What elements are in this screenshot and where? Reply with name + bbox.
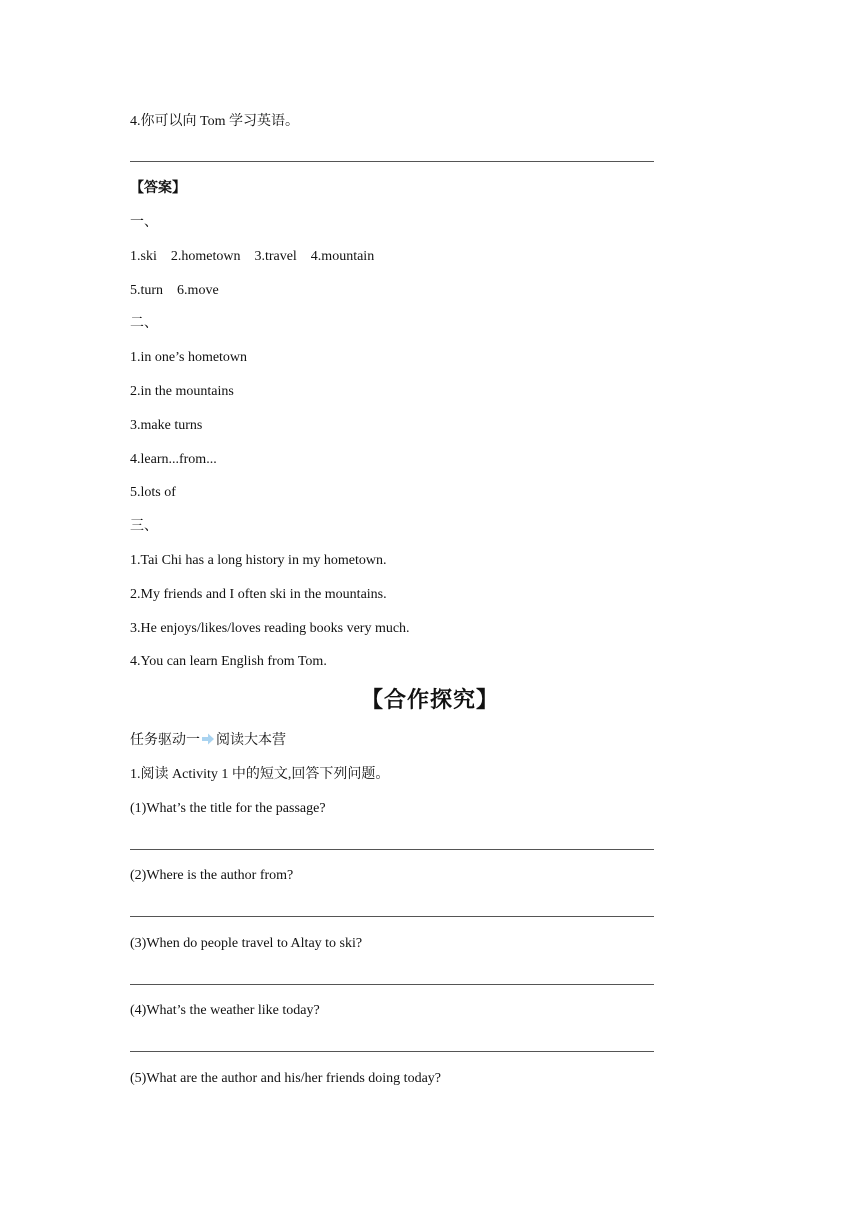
part2-answer: 3.make turns (130, 418, 203, 433)
answer-blank-line (130, 916, 654, 917)
answer-header: 【答案】 (130, 181, 186, 196)
answer-blank-line (130, 849, 654, 850)
part2-answer: 4.learn...from... (130, 452, 217, 467)
task-suffix: 阅读大本营 (216, 733, 286, 748)
question: (4)What’s the weather like today? (130, 1003, 320, 1018)
part1-answers-line2: 5.turn 6.move (130, 283, 219, 298)
part2-answer: 5.lots of (130, 485, 176, 500)
part3-answer: 2.My friends and I often ski in the mountains. (130, 587, 387, 602)
part3-answer: 4.You can learn English from Tom. (130, 654, 327, 669)
part2-answer: 1.in one’s hometown (130, 350, 248, 365)
question: (3)When do people travel to Altay to ski? (130, 936, 363, 951)
part3-answer: 1.Tai Chi has a long history in my hometown. (130, 553, 387, 568)
answer-blank-line (130, 1051, 654, 1052)
part2-label: 二、 (130, 316, 158, 331)
section-title: 【合作探究】 (360, 688, 499, 713)
reading-instruction: 1.阅读 Activity 1 中的短文,回答下列问题。 (130, 767, 390, 782)
part3-answer: 3.He enjoys/likes/loves reading books very much. (130, 621, 410, 636)
translation-item-4: 4.你可以向 Tom 学习英语。 (130, 114, 299, 129)
question: (1)What’s the title for the passage? (130, 801, 326, 816)
answer-blank-line (130, 161, 654, 162)
part1-answers-line1: 1.ski 2.hometown 3.travel 4.mountain (130, 249, 375, 264)
right-arrow-icon (201, 732, 215, 746)
part3-label: 三、 (130, 519, 158, 534)
task-heading (130, 732, 286, 750)
answer-blank-line (130, 984, 654, 985)
part2-answer: 2.in the mountains (130, 384, 234, 399)
question: (2)Where is the author from? (130, 868, 294, 883)
part1-label: 一、 (130, 215, 158, 230)
question: (5)What are the author and his/her friends doing today? (130, 1071, 442, 1086)
task-prefix: 任务驱动一 (130, 733, 200, 748)
